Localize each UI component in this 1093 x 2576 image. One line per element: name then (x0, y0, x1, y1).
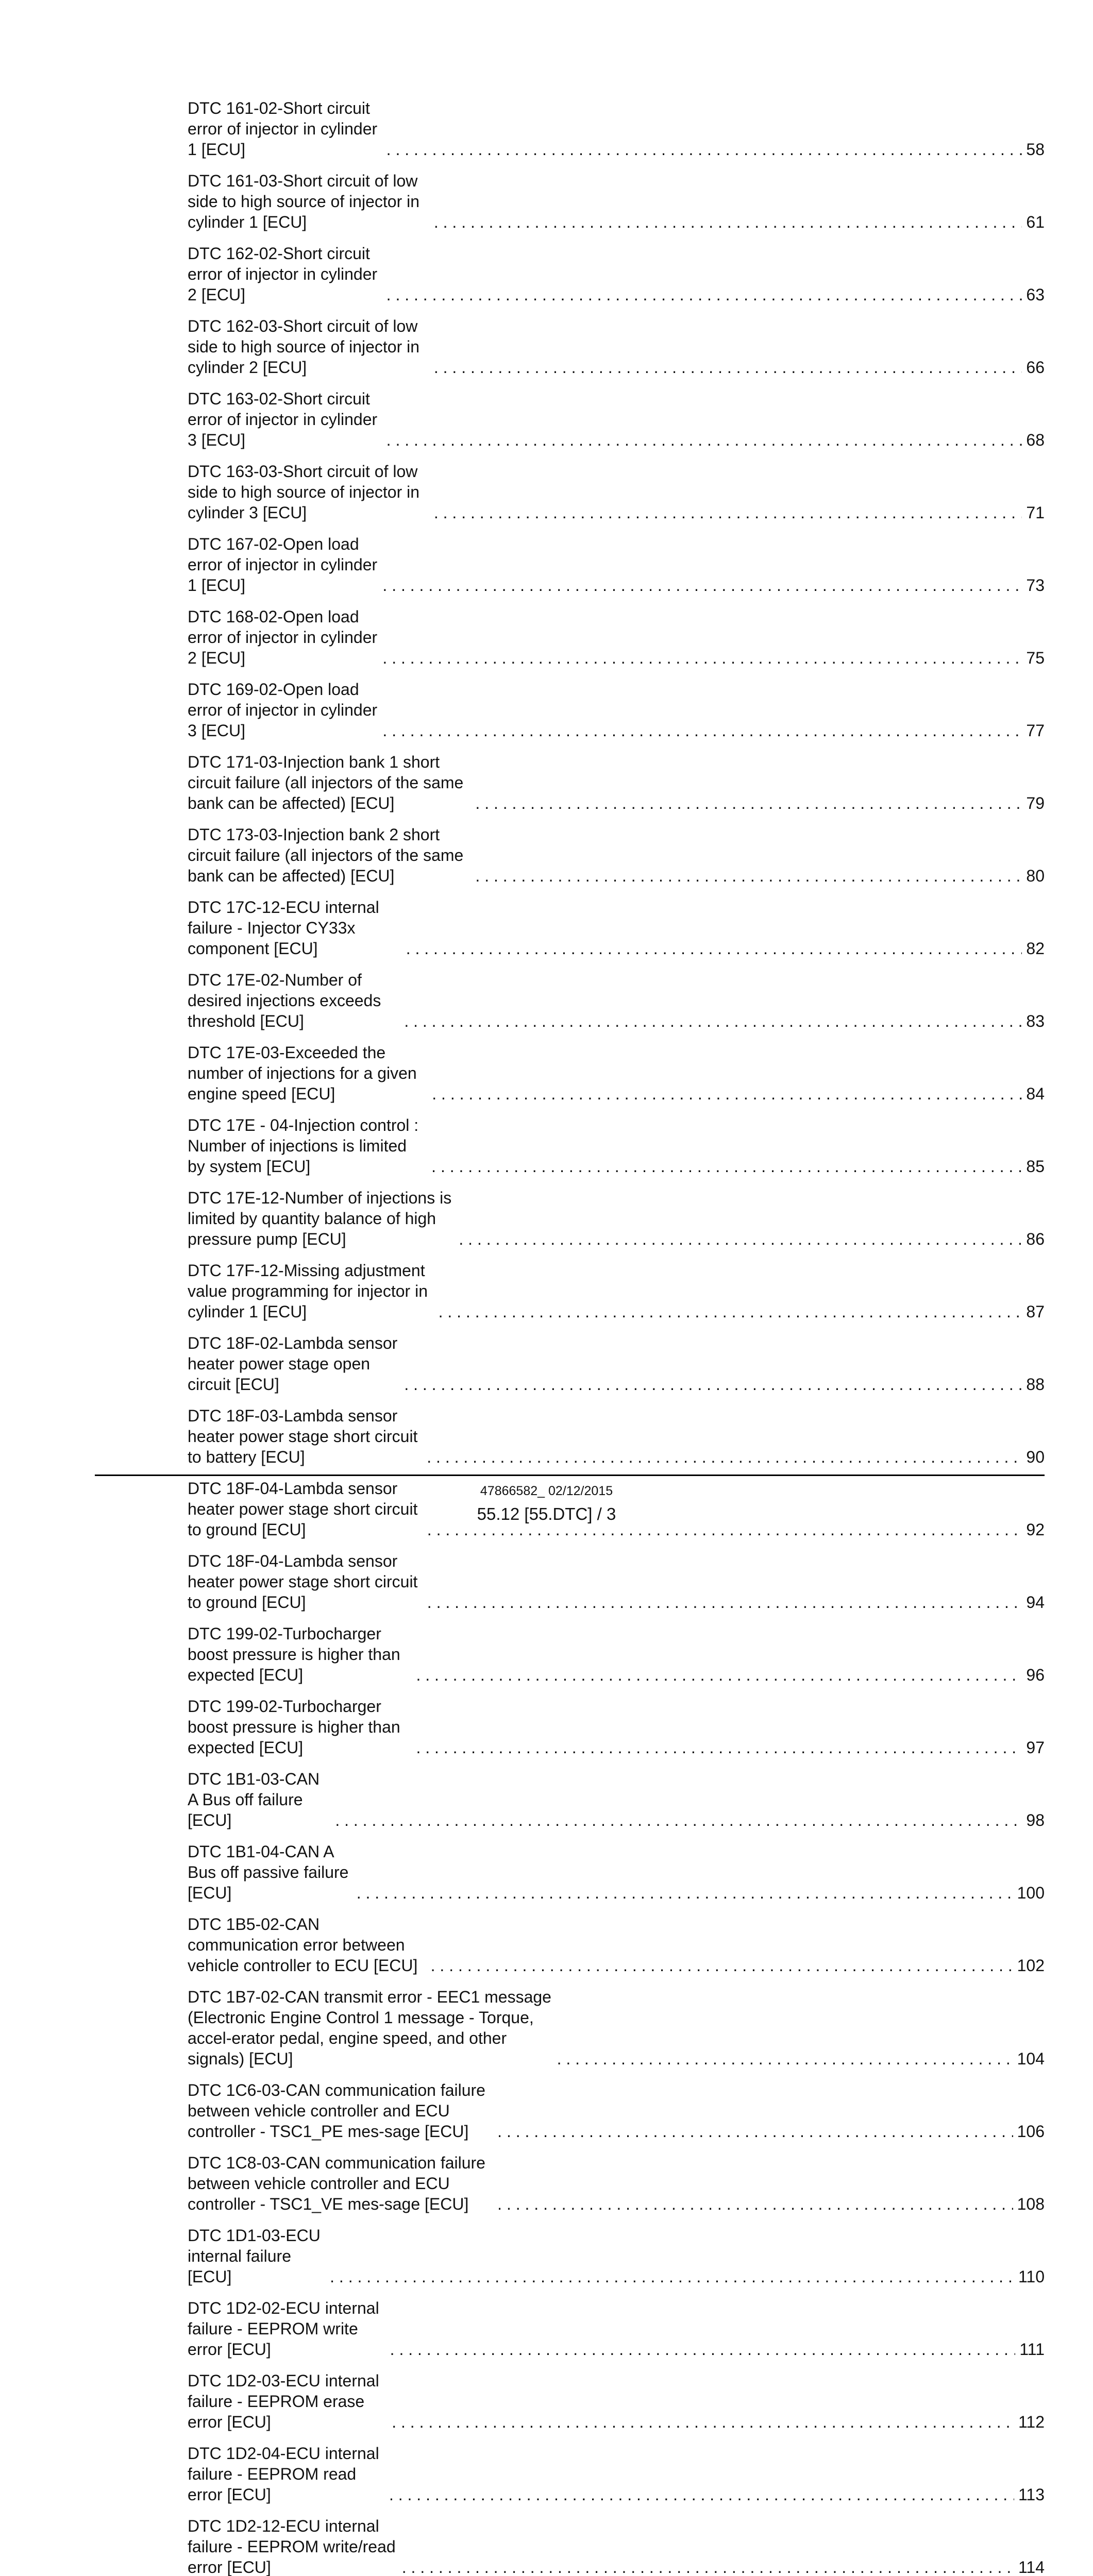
toc-entry[interactable] (188, 2153, 1045, 2214)
toc-entry-page: 87 (1026, 1302, 1045, 1321)
toc-entry[interactable] (188, 388, 1045, 450)
toc-entry-title: DTC 1B7-02-CAN transmit error - EEC1 message (Electronic Engine Control 1 message - Torque, accel-erator pedal, engine speed, and other signals) [ECU] (188, 1988, 551, 2068)
footer-page-reference: 55.12 [55.DTC] / 3 (477, 1504, 616, 1523)
toc-entry[interactable] (188, 1333, 1045, 1395)
toc-entry-title: DTC 17C-12-ECU internal failure - Injector CY33x component [ECU] (188, 898, 379, 958)
toc-dot-leader (392, 2412, 1014, 2432)
toc-dot-leader (416, 1665, 1022, 1685)
toc-entry-title: DTC 168-02-Open load error of injector in cylinder 2 [ECU] (188, 607, 378, 667)
toc-entry-page: 82 (1026, 939, 1045, 958)
toc-dot-leader (386, 284, 1022, 305)
toc-entry[interactable] (188, 1987, 1045, 2069)
toc-entry-page: 104 (1017, 2049, 1045, 2068)
toc-entry-title: DTC 167-02-Open load error of injector in cylinder 1 [ECU] (188, 535, 378, 595)
toc-entry-title: DTC 18F-03-Lambda sensor heater power stage short circuit to battery [ECU] (188, 1406, 418, 1466)
toc-entry-title: DTC 1B1-04-CAN A Bus off passive failure [ECU] (188, 1842, 349, 1902)
toc-entry[interactable] (188, 824, 1045, 886)
toc-entry[interactable] (188, 752, 1045, 814)
toc-entry[interactable] (188, 1260, 1045, 1322)
toc-dot-leader (335, 1810, 1022, 1831)
toc-dot-leader (389, 2484, 1014, 2505)
toc-entry[interactable] (188, 679, 1045, 741)
toc-dot-leader (439, 1301, 1022, 1322)
toc-entry-title: DTC 1D1-03-ECU internal failure [ECU] (188, 2226, 321, 2286)
toc-entry-page: 112 (1018, 2413, 1045, 2431)
toc-entry[interactable] (188, 970, 1045, 1031)
toc-dot-leader (382, 575, 1022, 596)
toc-entry-title: DTC 173-03-Injection bank 2 short circuit failure (all injectors of the same bank can be affected) [ECU] (188, 825, 464, 885)
toc-entry[interactable] (188, 1551, 1045, 1613)
toc-entry[interactable] (188, 1115, 1045, 1177)
toc-entry-title: DTC 199-02-Turbocharger boost pressure is higher than expected [ECU] (188, 1697, 400, 1757)
toc-entry[interactable] (188, 1188, 1045, 1249)
toc-dot-leader (357, 1883, 1013, 1903)
toc-entry-page: 84 (1026, 1084, 1045, 1103)
toc-entry-page: 85 (1026, 1157, 1045, 1176)
toc-entry-title: DTC 1B5-02-CAN communication error between vehicle controller to ECU [ECU] (188, 1915, 418, 1975)
toc-entry-page: 97 (1026, 1738, 1045, 1757)
toc-dot-leader (386, 139, 1022, 160)
toc-entry-page: 100 (1017, 1884, 1045, 1902)
toc-entry-page: 79 (1026, 794, 1045, 812)
toc-entry-page: 83 (1026, 1012, 1045, 1030)
toc-entry[interactable] (188, 2225, 1045, 2287)
toc-entry-title: DTC 161-02-Short circuit error of injector in cylinder 1 [ECU] (188, 99, 378, 159)
toc-entry-page: 68 (1026, 431, 1045, 449)
toc-entry-title: DTC 18F-04-Lambda sensor heater power stage short circuit to ground [ECU] (188, 1479, 418, 1539)
toc-entry[interactable] (188, 534, 1045, 596)
toc-entry[interactable] (188, 1623, 1045, 1685)
toc-dot-leader (434, 357, 1022, 378)
toc-dot-leader (427, 1592, 1022, 1613)
toc-entry[interactable] (188, 2370, 1045, 2432)
toc-entry-title: DTC 17E - 04-Injection control : Number of injections is limited by system [ECU] (188, 1116, 419, 1176)
toc-entry-title: DTC 1B1-03-CAN A Bus off failure [ECU] (188, 1770, 320, 1829)
toc-entry-page: 110 (1018, 2267, 1045, 2286)
toc-entry-page: 90 (1026, 1448, 1045, 1466)
toc-entry[interactable] (188, 1405, 1045, 1467)
toc-entry-page: 73 (1026, 576, 1045, 595)
toc-entry-page: 96 (1026, 1666, 1045, 1684)
toc-entry[interactable] (188, 243, 1045, 305)
toc-entry-page: 98 (1026, 1811, 1045, 1829)
toc-entry-title: DTC 1D2-02-ECU internal failure - EEPROM write error [ECU] (188, 2299, 379, 2359)
toc-entry-title: DTC 1C8-03-CAN communication failure between vehicle controller and ECU controller - TSC1_VE mes-sage [ECU] (188, 2154, 485, 2213)
toc-entry-title: DTC 162-03-Short circuit of low side to high source of injector in cylinder 2 [ECU] (188, 317, 420, 377)
toc-dot-leader (434, 212, 1022, 232)
toc-dot-leader (427, 1447, 1022, 1467)
toc-dot-leader (416, 1737, 1022, 1758)
toc-entry-page: 106 (1017, 2122, 1045, 2141)
toc-dot-leader (382, 720, 1022, 741)
toc-dot-leader (432, 1083, 1022, 1104)
toc-entry[interactable] (188, 98, 1045, 160)
toc-entry-page: 80 (1026, 867, 1045, 885)
toc-entry[interactable] (188, 1914, 1045, 1976)
toc-entry-title: DTC 1D2-12-ECU internal failure - EEPROM write/read error [ECU] (188, 2517, 396, 2576)
toc-entry-title: DTC 163-02-Short circuit error of injector in cylinder 3 [ECU] (188, 389, 378, 449)
toc-dot-leader (406, 938, 1022, 959)
toc-entry[interactable] (188, 461, 1045, 523)
toc-entry[interactable] (188, 1042, 1045, 1104)
toc-dot-leader (404, 1374, 1022, 1395)
toc-entry-page: 58 (1026, 140, 1045, 159)
toc-dot-leader (382, 648, 1022, 668)
toc-dot-leader (459, 1229, 1022, 1249)
toc-entry-title: DTC 18F-04-Lambda sensor heater power stage short circuit to ground [ECU] (188, 1552, 418, 1612)
footer-document-id: 47866582_ 02/12/2015 (480, 1484, 613, 1498)
toc-entry-title: DTC 169-02-Open load error of injector in cylinder 3 [ECU] (188, 680, 378, 740)
toc-entry-page: 63 (1026, 285, 1045, 304)
toc-dot-leader (390, 2339, 1016, 2360)
toc-dot-leader (497, 2194, 1013, 2214)
toc-entry[interactable] (188, 2443, 1045, 2505)
toc-entry-page: 77 (1026, 721, 1045, 740)
toc-dot-leader (475, 866, 1022, 886)
toc-entry-title: DTC 1C6-03-CAN communication failure between vehicle controller and ECU controller - TSC1_PE mes-sage [ECU] (188, 2081, 485, 2141)
toc-entry-title: DTC 163-03-Short circuit of low side to high source of injector in cylinder 3 [ECU] (188, 462, 420, 522)
toc-entry-page: 66 (1026, 358, 1045, 377)
toc-dot-leader (402, 2557, 1014, 2576)
toc-dot-leader (557, 2048, 1013, 2069)
toc-entry[interactable] (188, 897, 1045, 959)
toc-dot-leader (431, 1156, 1022, 1177)
toc-entry[interactable] (188, 2298, 1045, 2360)
toc-dot-leader (404, 1011, 1022, 1031)
toc-dot-leader (386, 430, 1022, 450)
toc-entry-page: 86 (1026, 1230, 1045, 1248)
toc-entry-page: 108 (1017, 2195, 1045, 2213)
toc-entry-title: DTC 17F-12-Missing adjustment value programming for injector in cylinder 1 [ECU] (188, 1261, 428, 1321)
toc-entry[interactable] (188, 1769, 1045, 1831)
toc-entry-title: DTC 171-03-Injection bank 1 short circuit failure (all injectors of the same bank can be affected) [ECU] (188, 753, 464, 812)
toc-entry[interactable] (188, 171, 1045, 232)
toc-entry-title: DTC 161-03-Short circuit of low side to high source of injector in cylinder 1 [ECU] (188, 172, 420, 231)
table-of-contents (188, 98, 1045, 2576)
toc-entry-title: DTC 1D2-03-ECU internal failure - EEPROM erase error [ECU] (188, 2371, 379, 2431)
toc-entry-title: DTC 162-02-Short circuit error of injector in cylinder 2 [ECU] (188, 244, 378, 304)
toc-dot-leader (330, 2266, 1014, 2287)
toc-entry-page: 75 (1026, 649, 1045, 667)
toc-entry-title: DTC 18F-02-Lambda sensor heater power stage open circuit [ECU] (188, 1334, 398, 1394)
toc-dot-leader (497, 2121, 1013, 2142)
toc-dot-leader (434, 502, 1022, 523)
toc-entry[interactable] (188, 2080, 1045, 2142)
toc-dot-leader (475, 793, 1022, 814)
toc-entry[interactable] (188, 316, 1045, 378)
toc-entry[interactable] (188, 606, 1045, 668)
toc-entry-page: 111 (1019, 2340, 1045, 2359)
toc-entry-page: 102 (1017, 1956, 1045, 1975)
toc-entry-page: 61 (1026, 213, 1045, 231)
toc-entry-title: DTC 1D2-04-ECU internal failure - EEPROM read error [ECU] (188, 2444, 379, 2504)
toc-entry-page: 94 (1026, 1593, 1045, 1612)
toc-entry-title: DTC 199-02-Turbocharger boost pressure is higher than expected [ECU] (188, 1624, 400, 1684)
toc-entry-page: 92 (1026, 1520, 1045, 1539)
toc-entry[interactable] (188, 1696, 1045, 1758)
toc-entry-title: DTC 17E-03-Exceeded the number of injections for a given engine speed [ECU] (188, 1043, 417, 1103)
toc-entry-page: 88 (1026, 1375, 1045, 1394)
toc-entry[interactable] (188, 1841, 1045, 1903)
toc-entry-page: 114 (1018, 2558, 1045, 2576)
toc-entry-page: 71 (1026, 503, 1045, 522)
toc-entry-title: DTC 17E-02-Number of desired injections exceeds threshold [ECU] (188, 971, 381, 1030)
toc-entry-page: 113 (1018, 2485, 1045, 2504)
toc-dot-leader (431, 1955, 1013, 1976)
footer-divider (95, 1475, 1045, 1476)
toc-entry-title: DTC 17E-12-Number of injections is limited by quantity balance of high pressure pump [ECU] (188, 1189, 452, 1248)
toc-entry[interactable] (188, 2516, 1045, 2576)
